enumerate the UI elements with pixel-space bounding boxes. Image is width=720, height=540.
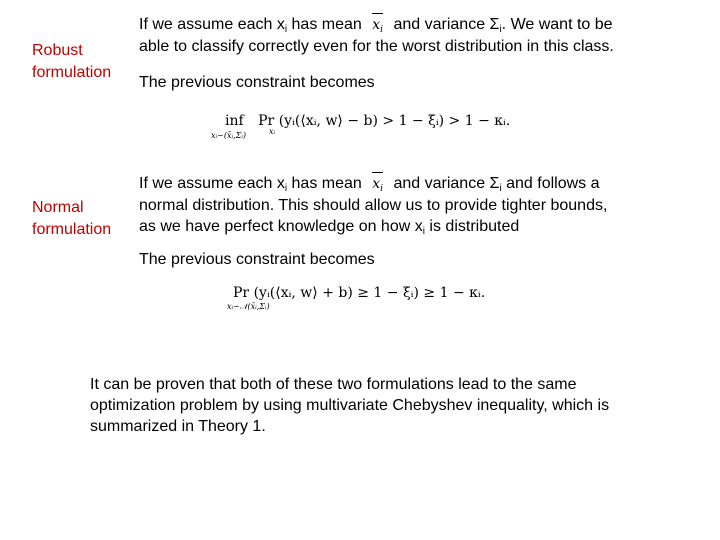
normal-label-line2: formulation bbox=[32, 221, 112, 238]
normal-constraint-intro: The previous constraint becomes bbox=[139, 251, 375, 268]
robust-constraint-intro: The previous constraint becomes bbox=[139, 74, 375, 91]
conclusion-text: It can be proven that both of these two formulations lead to the same optimization problem by using multivariate Chebyshev inequality, which is summarized in Theory 1. bbox=[90, 376, 610, 435]
normal-description bbox=[139, 173, 607, 237]
robust-label-line1: Robust bbox=[32, 42, 83, 59]
robust-formula bbox=[211, 113, 511, 140]
normal-formula bbox=[227, 285, 486, 311]
robust-formula-pr-sub: xᵢ bbox=[269, 127, 276, 136]
robust-formula-inf-sub: xᵢ∼(x̄ᵢ,Σᵢ) bbox=[211, 131, 246, 140]
robust-formula-inf: inf bbox=[225, 113, 244, 129]
robust-formula-body: (yᵢ(⟨xᵢ, w⟩ − b) > 1 − ξᵢ) > 1 − κᵢ. bbox=[278, 113, 511, 129]
mean-symbol: $x_i$ bbox=[372, 17, 384, 35]
normal-formula-body: (yᵢ(⟨xᵢ, w⟩ + b) ≥ 1 − ξᵢ) ≥ 1 − κᵢ. bbox=[253, 285, 486, 301]
normal-formulation-label bbox=[32, 197, 111, 241]
normal-formula-pr-sub: xᵢ∼𝒩(x̄ᵢ,Σᵢ) bbox=[227, 302, 270, 311]
mean-symbol: $x_i$ bbox=[372, 176, 384, 194]
robust-description-line1: If we assume each $x_i$ has mean $x_i$ and variance $\Sigma_i$. We want to be bbox=[139, 16, 613, 35]
normal-description-line2: normal distribution. This should allow us to provide tighter bounds, bbox=[139, 197, 608, 214]
robust-formulation-label bbox=[32, 40, 111, 84]
robust-description-line2: able to classify correctly even for the worst distribution in this class. bbox=[139, 38, 614, 55]
normal-description-line3: as we have perfect knowledge on how $x_i$ is distributed bbox=[139, 218, 520, 237]
robust-label-line2: formulation bbox=[32, 64, 112, 81]
normal-description-line1: If we assume each $x_i$ has mean $x_i$ and variance $\Sigma_i$ and follows a bbox=[139, 175, 600, 194]
normal-formula-pr: Pr bbox=[233, 285, 250, 301]
normal-label-line1: Normal bbox=[32, 199, 84, 216]
robust-description bbox=[139, 14, 614, 57]
robust-formula-pr: Pr bbox=[258, 113, 275, 129]
